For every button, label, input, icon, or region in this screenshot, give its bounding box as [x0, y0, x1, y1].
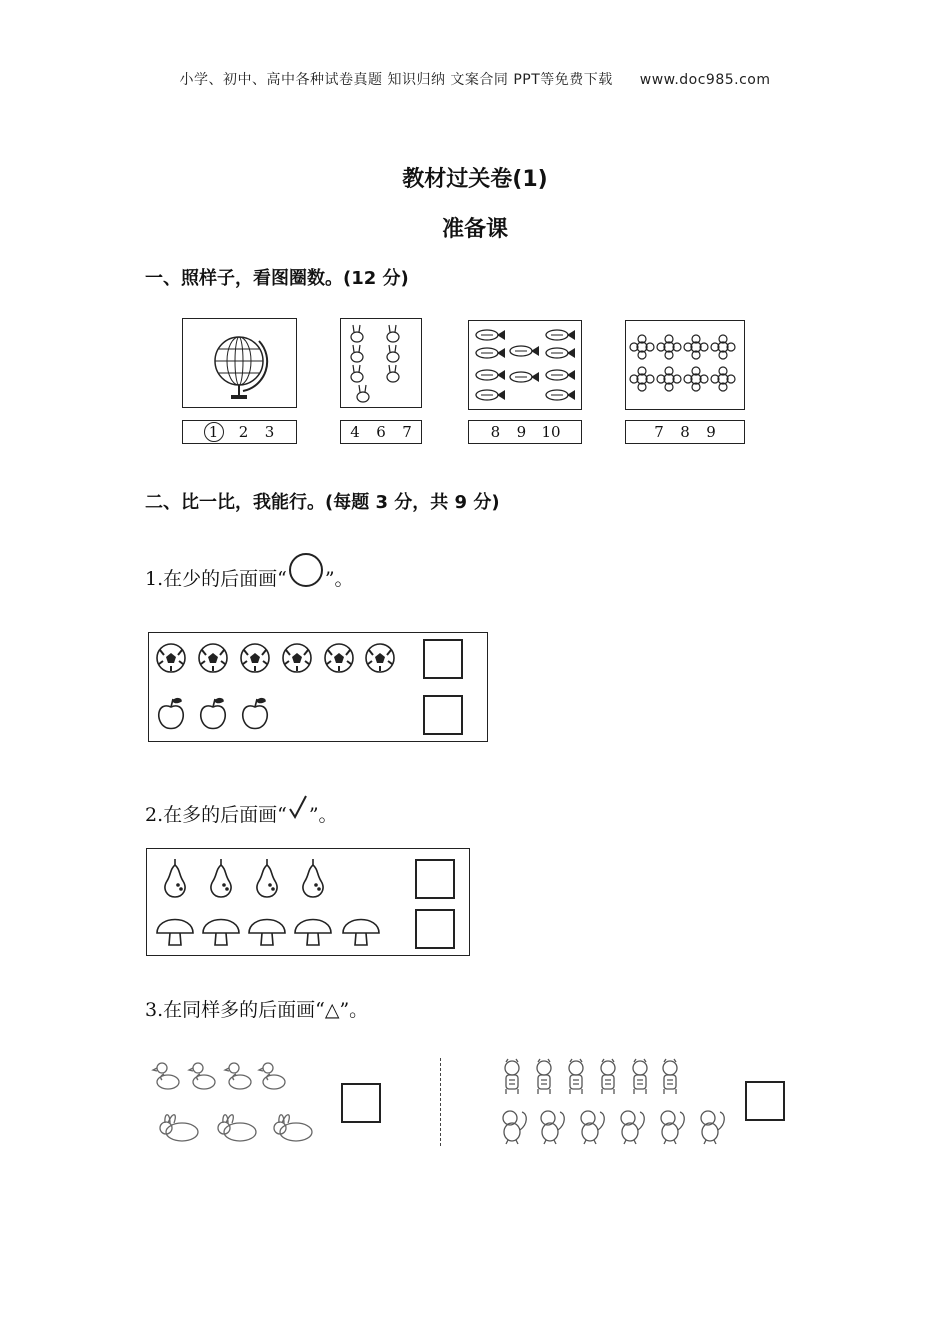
q2-prefix: 2.在多的后面画“ [145, 804, 287, 826]
answer-box[interactable] [745, 1081, 785, 1121]
option[interactable]: 10 [541, 423, 561, 441]
answer-box[interactable] [415, 859, 455, 899]
option[interactable]: 9 [706, 423, 716, 441]
flowers-picture [625, 320, 745, 410]
fish-picture [468, 320, 582, 410]
page-title: 教材过关卷(1) [402, 167, 548, 192]
answer-box[interactable] [341, 1083, 381, 1123]
header-site: www.doc985.com [639, 72, 771, 88]
page-header [0, 69, 950, 89]
answer-box[interactable] [415, 909, 455, 949]
panel1-options [182, 420, 297, 444]
tigers-and-monkeys [498, 1052, 734, 1152]
page-subtitle: 准备课 [441, 217, 508, 242]
answer-box[interactable] [423, 639, 463, 679]
panel2-options [340, 420, 422, 444]
q2-suffix: ”。 [308, 804, 338, 826]
option-circled[interactable]: 1 [204, 422, 224, 442]
circle-symbol-icon [287, 551, 325, 589]
pears-and-mushrooms [147, 849, 397, 953]
q1-suffix: ”。 [324, 568, 354, 590]
divider [440, 1058, 441, 1146]
globe-picture [182, 318, 297, 408]
panel4-options [625, 420, 745, 444]
option[interactable]: 9 [516, 423, 527, 441]
ducks-and-rabbits [148, 1052, 328, 1152]
q1-frame [148, 632, 488, 742]
question-1 [145, 564, 354, 591]
header-text: 小学、初中、高中各种试卷真题 知识归纳 文案合同 PPT等免费下载 [179, 72, 613, 88]
answer-box[interactable] [423, 695, 463, 735]
q2-frame [146, 848, 470, 956]
option[interactable]: 4 [350, 423, 360, 441]
option[interactable]: 8 [490, 423, 501, 441]
rabbits-picture [340, 318, 422, 408]
check-mark-icon [287, 793, 309, 823]
panel3-options [468, 420, 582, 444]
question-2 [145, 800, 338, 827]
option[interactable]: 3 [264, 423, 275, 441]
option[interactable]: 2 [238, 423, 249, 441]
option[interactable]: 7 [402, 423, 412, 441]
soccer-balls-and-apples [149, 633, 419, 737]
option[interactable]: 7 [654, 423, 664, 441]
question-3: 3.在同样多的后面画“△”。 [145, 999, 369, 1021]
section1-heading: 一、照样子，看图圈数。(12 分) [145, 268, 409, 289]
option[interactable]: 6 [376, 423, 386, 441]
q1-prefix: 1.在少的后面画“ [145, 568, 287, 590]
option[interactable]: 8 [680, 423, 690, 441]
section2-heading: 二、比一比，我能行。(每题 3 分，共 9 分) [145, 492, 500, 513]
